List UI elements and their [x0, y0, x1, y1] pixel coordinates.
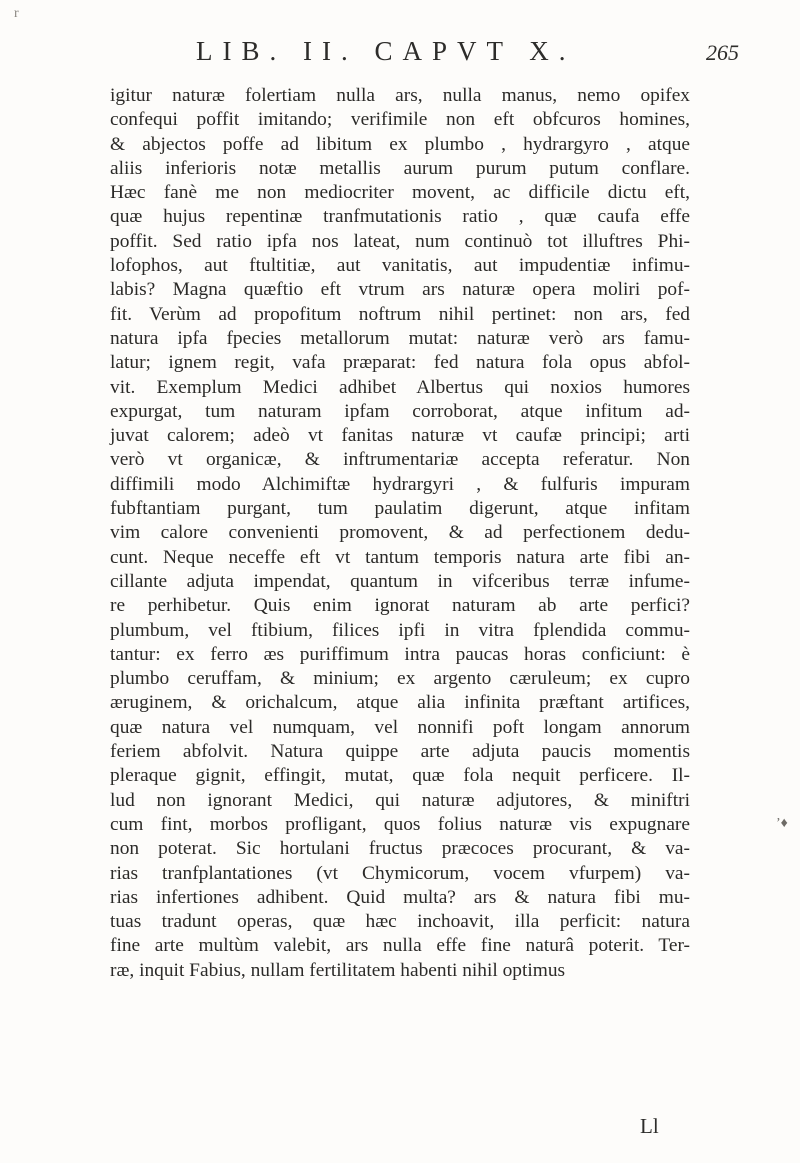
text-line: ræ, inquit Fabius, nullam fertilitatem habenti nihil optimus — [110, 959, 566, 981]
text-line: Hæc fanè me non mediocriter movent, ac difficile dictu eft, — [110, 182, 690, 204]
text-line: feriem abfolvit. Natura quippe arte adjuta paucis momentis — [110, 741, 690, 763]
text-line: & abjectos poffe ad libitum ex plumbo , hydrargyro , atque — [110, 133, 690, 155]
text-line: cum fint, morbos profligant, quos folius naturæ vis expugnare — [110, 813, 690, 835]
text-line: pleraque gignit, effingit, mutat, quæ fola nequit perficere. Il- — [110, 765, 690, 787]
text-line: plumbum, vel ftibium, filices ipfi in vitra fplendida commu- — [110, 619, 690, 641]
text-line: fit. Verùm ad propofitum noftrum nihil pertinet: non ars, fed — [110, 303, 690, 325]
text-line: poffit. Sed ratio ipfa nos lateat, num continuò tot illuftres Phi- — [110, 230, 690, 252]
text-line: fine arte multùm valebit, ars nulla effe fine naturâ poterit. Ter- — [110, 935, 690, 957]
text-line: non poterat. Sic hortulani fructus præcoces procurant, & va- — [110, 838, 690, 860]
text-line: latur; ignem regit, vafa præparat: fed natura fola opus abfol- — [110, 352, 690, 374]
running-head: LIB. II. CAPVT X. — [196, 36, 576, 66]
text-line: plumbo ceruffam, & minium; ex argento cæruleum; ex cupro — [110, 668, 690, 690]
text-line: diffimili modo Alchimiftæ hydrargyri , & fulfuris impuram — [110, 473, 690, 495]
text-line: vit. Exemplum Medici adhibet Albertus qui noxios humores — [110, 376, 690, 398]
text-line: verò vt organicæ, & inftrumentariæ accepta referatur. Non — [110, 449, 690, 471]
text-line: quæ hujus repentinæ tranfmutationis ratio , quæ caufa effe — [110, 206, 690, 228]
corner-mark: r — [14, 6, 19, 21]
text-line: tantur: ex ferro æs puriffimum intra paucas horas conficiunt: è — [110, 643, 690, 665]
body-text — [110, 84, 690, 983]
text-line: expurgat, tum naturam ipfam corroborat, atque infitum ad- — [110, 400, 690, 422]
text-line: cunt. Neque neceffe eft vt tantum temporis natura arte fibi an- — [110, 546, 690, 568]
text-line: lofophos, aut ftultitiæ, aut vanitatis, aut impudentiæ infimu- — [110, 255, 690, 277]
text-line: natura ipfa fpecies metallorum mutat: naturæ verò ars famu- — [110, 327, 690, 349]
text-line: rias infertiones adhibent. Quid multa? ars & natura fibi mu- — [110, 886, 690, 908]
text-line: igitur naturæ folertiam nulla ars, nulla manus, nemo opifex — [110, 85, 690, 106]
text-line: cillante adjuta impendat, quantum in vifceribus terræ infume- — [110, 570, 690, 592]
margin-mark: ’♦ — [776, 816, 788, 831]
text-line: fubftantiam purgant, tum paulatim digerunt, atque infitam — [110, 498, 690, 520]
text-line: tuas tradunt operas, quæ hæc inchoavit, illa perficit: natura — [110, 911, 690, 933]
text-line: rias tranfplantationes (vt Chymicorum, vocem vfurpem) va- — [110, 862, 690, 884]
text-line: labis? Magna quæftio eft vtrum ars naturæ opera moliri pof- — [110, 279, 690, 301]
text-line: confequi poffit imitando; verifimile non eft obfcuros homines, — [110, 109, 690, 131]
text-line: aliis inferioris notæ metallis aurum purum putum conflare. — [110, 157, 690, 179]
page-number: 265 — [706, 40, 739, 65]
signature-mark: Ll — [640, 1114, 659, 1138]
text-line: juvat calorem; adeò vt fanitas naturæ vt caufæ principi; arti — [110, 425, 690, 447]
text-line: lud non ignorant Medici, qui naturæ adjutores, & miniftri — [110, 789, 690, 811]
text-line: quæ natura vel numquam, vel nonnifi poft longam annorum — [110, 716, 690, 738]
text-line: vim calore convenienti promovent, & ad perfectionem dedu- — [110, 522, 690, 544]
text-line: re perhibetur. Quis enim ignorat naturam ab arte perfici? — [110, 595, 690, 617]
text-line: æruginem, & orichalcum, atque alia infinita præftant artifices, — [110, 692, 690, 714]
